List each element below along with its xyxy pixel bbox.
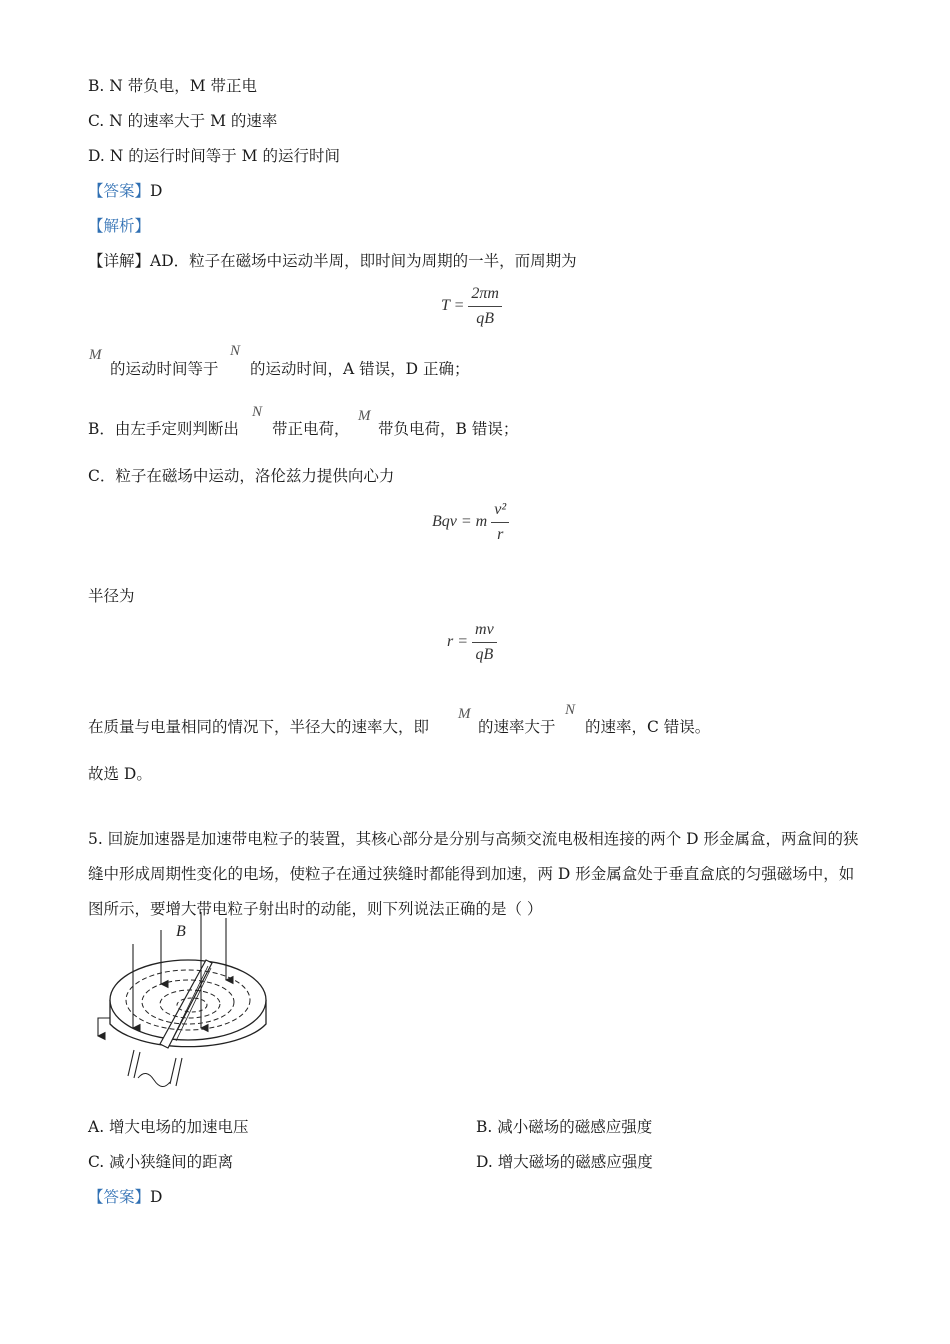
radius-label: 半径为	[88, 587, 135, 605]
q5-option-c: C. 减小狭缝间的距离	[88, 1153, 234, 1171]
radius-fraction	[472, 620, 497, 665]
ad-conclusion-b: 的运动时间，A 错误，D 正确；	[250, 360, 470, 378]
q4-answer	[88, 180, 162, 202]
q5-answer-tag: 【答案】	[88, 1188, 151, 1206]
q5-option-d: D. 增大磁场的磁感应强度	[476, 1153, 653, 1171]
detail-ad-line	[88, 250, 577, 272]
q5-answer	[88, 1186, 162, 1208]
radius-formula	[447, 620, 497, 665]
ad-conclusion-a: 的运动时间等于	[110, 360, 219, 378]
cyclotron-figure	[88, 908, 278, 1094]
speed-text-a: 在质量与电量相同的情况下，半径大的速率大，即	[88, 718, 430, 736]
lorentz-denominator: r	[497, 526, 504, 543]
speed-symbol-n: N	[565, 702, 576, 718]
field-label-b: B	[176, 923, 186, 940]
detail-ad-text: AD．粒子在磁场中运动半周，即时间为周期的一半，而周期为	[150, 252, 577, 270]
b-symbol-m: M	[358, 408, 371, 424]
b-symbol-n: N	[252, 404, 263, 420]
radius-numerator: mv	[472, 620, 497, 643]
answer-tag: 【答案】	[88, 182, 151, 200]
q5-stem: 5. 回旋加速器是加速带电粒子的装置，其核心部分是分别与高频交流电极相连接的两个 D 形金属盒，两盒间的狭缝中形成周期性变化的电场，使粒子在通过狭缝时都能得到加速，两 D 形金属盒处于垂直盒底的匀强磁场中，如图所示，要增大带电粒子射出时的动能，则下列说法正确的是（ ）	[88, 830, 859, 918]
period-formula	[441, 284, 502, 329]
b-text-a: B．由左手定则判断出	[88, 420, 239, 438]
b-text-b: 带正电荷，	[272, 420, 350, 438]
symbol-m: M	[89, 347, 102, 363]
q5-option-b: B. 减小磁场的磁感应强度	[476, 1118, 653, 1136]
prev-option-b: B. N 带负电，M 带正电	[88, 77, 258, 95]
lorentz-fraction	[491, 500, 509, 545]
lorentz-formula	[432, 500, 509, 545]
lorentz-lhs: Bqv = m	[432, 513, 488, 531]
speed-text-b: 的速率大于	[478, 718, 556, 736]
c-text: C．粒子在磁场中运动，洛伦兹力提供向心力	[88, 467, 395, 485]
period-fraction	[468, 284, 502, 329]
speed-text-c: 的速率，C 错误。	[585, 718, 711, 736]
radius-lhs: r =	[447, 633, 469, 651]
answer-value: D	[150, 182, 163, 200]
b-text-c: 带负电荷，B 错误；	[378, 420, 519, 438]
radius-denominator: qB	[475, 646, 494, 663]
period-lhs: T =	[441, 297, 465, 315]
symbol-n: N	[230, 343, 241, 359]
prev-option-d: D. N 的运行时间等于 M 的运行时间	[88, 147, 340, 165]
prev-option-c: C. N 的速率大于 M 的速率	[88, 112, 278, 130]
q5-option-a: A. 增大电场的加速电压	[88, 1118, 249, 1136]
period-denominator: qB	[476, 310, 495, 327]
speed-symbol-m: M	[458, 706, 471, 722]
q4-analysis-tag: 【解析】	[88, 217, 151, 235]
detail-tag: 【详解】	[88, 252, 151, 270]
q5-answer-value: D	[150, 1188, 163, 1206]
period-numerator: 2πm	[468, 284, 502, 307]
choose-d: 故选 D。	[88, 765, 152, 783]
lorentz-numerator: v²	[491, 500, 509, 523]
